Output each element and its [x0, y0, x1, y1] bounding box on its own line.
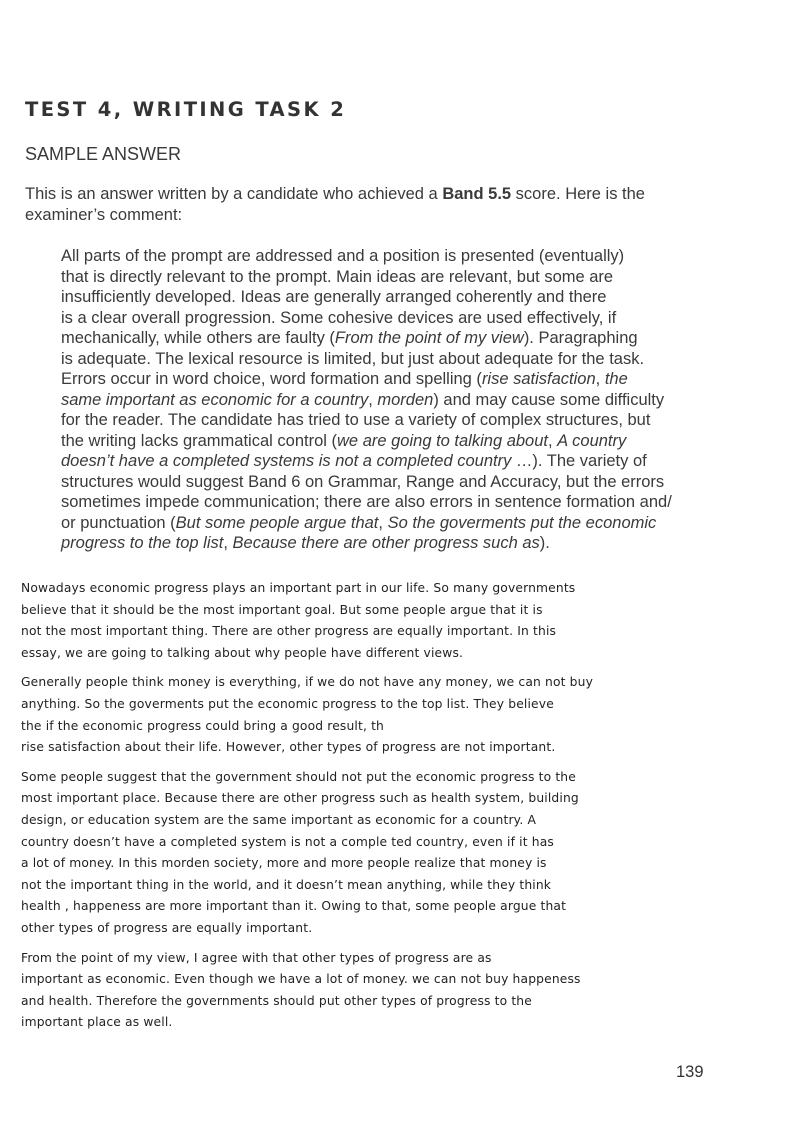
- quoted-error: rise satisfaction: [481, 370, 596, 388]
- quoted-error: same important as economic for a country: [61, 390, 369, 409]
- quoted-error: Because there are other progress such as: [232, 534, 540, 552]
- essay-line: anything. So the goverments put the economic progress to the top list. They believe: [21, 696, 554, 711]
- essay-line: not the most important thing. There are other progress are equally important. In this: [21, 624, 557, 639]
- comment-line: [61, 431, 721, 452]
- comment-line: [61, 451, 721, 472]
- quoted-error: doesn’t have a completed systems is not a completed country: [61, 452, 512, 470]
- comment-line: [61, 410, 721, 431]
- essay-line: essay, we are going to talking about why people have different views.: [21, 645, 464, 660]
- comment-line: [61, 533, 721, 554]
- comment-text: is a clear overall progression. Some cohesive devices are used effectively, if: [61, 308, 617, 327]
- quoted-error: So the goverments put the economic: [387, 513, 657, 532]
- page-subtitle: SAMPLE ANSWER: [25, 144, 182, 164]
- essay-line: other types of progress are equally important.: [21, 920, 313, 935]
- essay-line: important as economic. Even though we have a lot of money. we can not buy happeness: [21, 972, 581, 987]
- essay-paragraph: [21, 672, 721, 758]
- comment-text: structures would suggest Band 6 on Grammar, Range and Accuracy, but the errors: [61, 472, 665, 491]
- quoted-error: But some people argue that: [175, 513, 379, 532]
- comment-text: insufficiently developed. Ideas are generally arranged coherently and there: [61, 288, 607, 306]
- comment-line: [61, 369, 721, 390]
- page-number: 139: [676, 1063, 704, 1081]
- comment-text: Errors occur in word choice, word formation and spelling (: [61, 370, 482, 388]
- essay-line: believe that it should be the most important goal. But some people argue that it is: [21, 602, 543, 617]
- comment-text: the writing lacks grammatical control (: [61, 431, 338, 450]
- quoted-error: A country: [557, 431, 627, 450]
- comment-text: ,: [368, 390, 378, 409]
- comment-line: [61, 492, 721, 513]
- comment-text: ,: [378, 513, 388, 532]
- essay-line: important place as well.: [21, 1015, 173, 1030]
- essay-line: not the important thing in the world, and it doesn’t mean anything, while they think: [21, 877, 552, 892]
- comment-text: for the reader. The candidate has tried to use a variety of complex structures, but: [61, 411, 651, 429]
- quoted-error: we are going to talking about: [337, 431, 548, 450]
- comment-text: mechanically, while others are faulty (: [61, 329, 335, 347]
- essay-line: a lot of money. In this morden society, more and more people realize that money is: [21, 856, 547, 871]
- intro-text-before: This is an answer written by a candidate who achieved a: [25, 185, 443, 203]
- essay-line: country doesn’t have a completed system is not a comple ted country, even if it has: [21, 834, 554, 849]
- comment-text: sometimes impede communication; there are also errors in sentence formation and/: [61, 493, 672, 511]
- handwritten-essay: [21, 578, 721, 1042]
- comment-line: [61, 349, 721, 370]
- intro-text-after: score. Here is the examiner’s comment:: [25, 185, 645, 224]
- comment-text: ,: [595, 370, 605, 388]
- comment-text: …). The variety of: [511, 452, 647, 470]
- essay-line: most important place. Because there are other progress such as health system, building: [21, 791, 579, 806]
- comment-line: [61, 513, 721, 534]
- comment-line: [61, 472, 721, 493]
- essay-line: Generally people think money is everything, if we do not have any money, we can not buy: [21, 675, 594, 690]
- comment-text: is adequate. The lexical resource is limited, but just about adequate for the task.: [61, 349, 645, 368]
- band-score: Band 5.5: [442, 185, 512, 203]
- essay-line: Some people suggest that the government should not put the economic progress to the: [21, 769, 576, 784]
- quoted-error: morden: [377, 390, 434, 409]
- comment-text: or punctuation (: [61, 513, 176, 532]
- comment-line: [61, 246, 721, 267]
- essay-line: and health. Therefore the governments should put other types of progress to the: [21, 993, 532, 1008]
- quoted-error: the: [604, 370, 628, 388]
- essay-line: Nowadays economic progress plays an important part in our life. So many governments: [21, 581, 576, 595]
- comment-text: ).: [539, 534, 550, 552]
- comment-text: ,: [223, 534, 233, 552]
- comment-line: [61, 267, 721, 288]
- essay-line: design, or education system are the same important as economic for a country. A: [21, 812, 537, 827]
- page-title: TEST 4, WRITING TASK 2: [25, 98, 347, 121]
- intro-paragraph: [25, 184, 725, 226]
- comment-text: ) and may cause some difficulty: [433, 390, 665, 409]
- comment-line: [61, 287, 721, 308]
- essay-line: health , happeness are more important than it. Owing to that, some people argue that: [21, 899, 567, 914]
- comment-line: [61, 308, 721, 329]
- comment-text: that is directly relevant to the prompt. Main ideas are relevant, but some are: [61, 267, 614, 286]
- comment-text: All parts of the prompt are addressed and a position is presented (eventually): [61, 247, 625, 265]
- essay-paragraph: [21, 767, 721, 940]
- essay-paragraph: [21, 578, 721, 664]
- comment-text: ,: [548, 431, 558, 450]
- comment-line: [61, 328, 721, 349]
- comment-line: [61, 390, 721, 411]
- quoted-error: From the point of my view: [334, 329, 524, 347]
- essay-line: the if the economic progress could bring a good result, th: [21, 718, 384, 733]
- essay-line: From the point of my view, I agree with that other types of progress are as: [21, 950, 492, 965]
- essay-line: rise satisfaction about their life. However, other types of progress are not important.: [21, 740, 556, 755]
- comment-text: ). Paragraphing: [523, 329, 638, 347]
- examiner-comment: [61, 246, 721, 554]
- quoted-error: progress to the top list: [61, 534, 224, 552]
- essay-paragraph: [21, 948, 721, 1034]
